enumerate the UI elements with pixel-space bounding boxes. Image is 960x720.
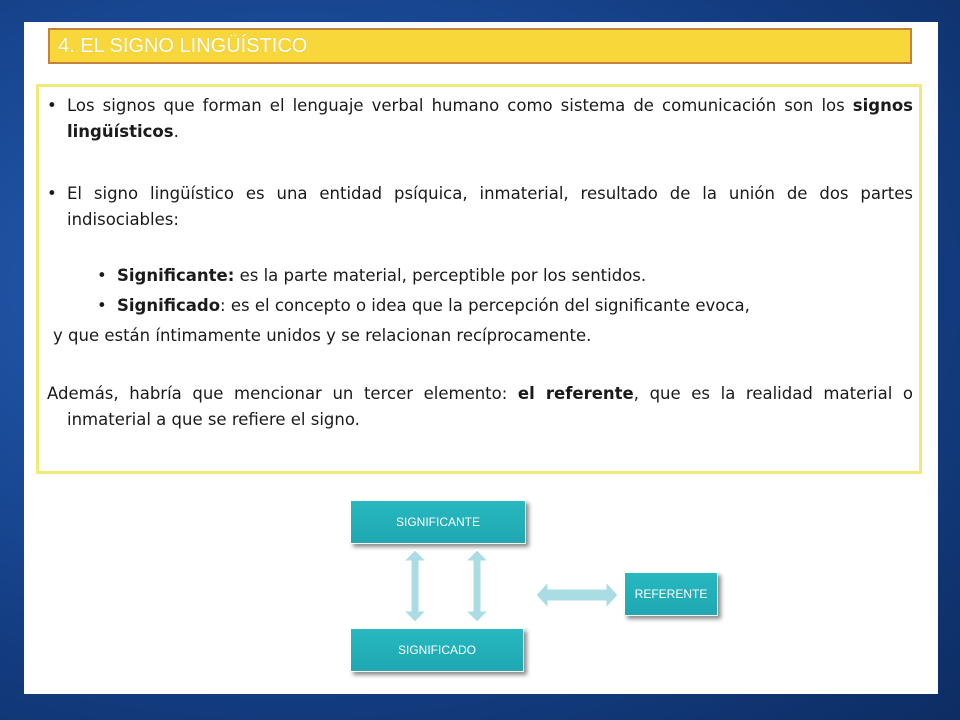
referente-paragraph [47,381,913,433]
bullet-marker: • [47,184,57,203]
significante-node: SIGNIFICANTE [350,500,526,544]
significado-node: SIGNIFICADO [350,628,524,672]
referente-bold: el referente [517,384,634,403]
slide [24,22,938,694]
left-right-arrow [536,582,618,608]
referente-node: REFERENTE [624,572,718,616]
up-down-arrow [466,550,488,622]
bullet-1-bold: signos lingüísticos [67,96,913,141]
significado-term: Significado [117,296,221,315]
up-down-arrow [404,550,426,622]
bullet-marker: • [47,96,57,115]
significante-term: Significante: [117,266,235,285]
bullet-1-text [67,93,913,145]
referente-pre: Además, habría que mencionar un tercer elemento: [47,384,518,403]
bullet-1-pre: Los signos que forman el lenguaje verbal humano como sistema de comunicación son los [67,96,853,115]
bullet-marker: • [97,266,107,285]
referente-post: , que es la realidad material o inmaterial a que se refiere el signo. [67,384,913,429]
slide-title: 4. EL SIGNO LINGÜÍSTICO [48,28,912,64]
sub-bullet-significado [117,293,917,319]
content-box [36,84,922,474]
significante-definition: es la parte material, perceptible por los sentidos. [234,266,647,285]
continuation-text: y que están íntimamente unidos y se relacionan recíprocamente. [53,326,592,345]
significado-definition: : es el concepto o idea que la percepción del significante evoca, [220,296,750,315]
bullet-2-text: El signo lingüístico es una entidad psíquica, inmaterial, resultado de la unión de dos partes indisociables: [67,184,913,229]
bullet-1-post: . [173,122,179,141]
bullet-marker: • [97,296,107,315]
sub-bullet-significante [117,263,907,289]
